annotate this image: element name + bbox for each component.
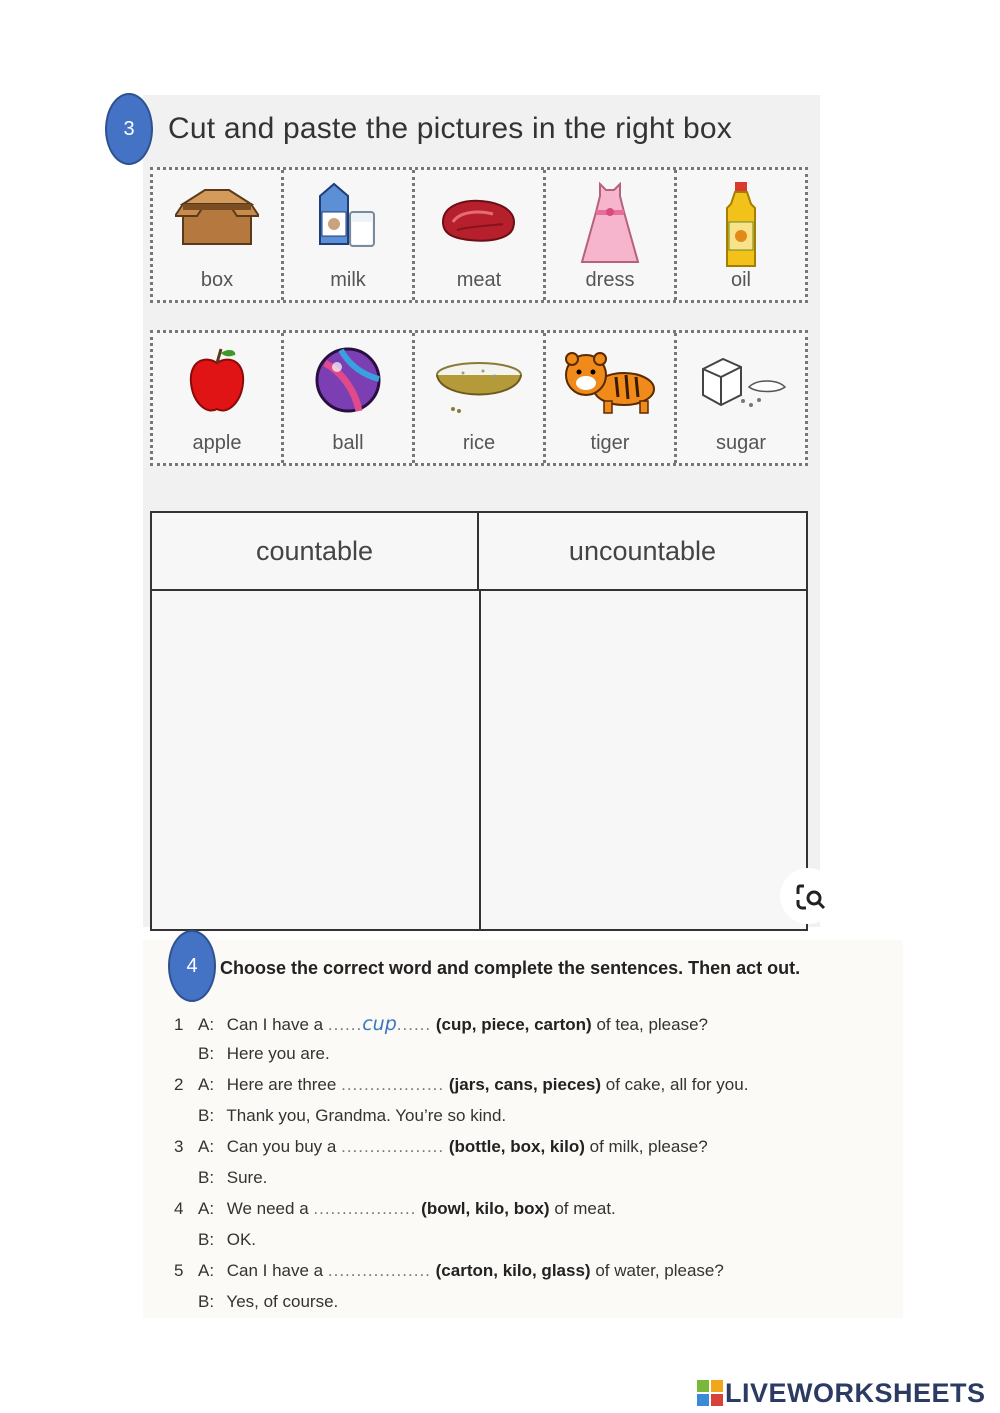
speaker-a: A: (198, 1075, 215, 1094)
sentence-a (174, 1137, 708, 1157)
liveworksheets-logo[interactable] (697, 1376, 986, 1410)
card-label: tiger (590, 432, 630, 454)
exercise-3-title: Cut and paste the pictures in the right box (168, 112, 732, 145)
picture-card[interactable] (284, 333, 415, 463)
sentence-end: of meat. (554, 1199, 616, 1218)
sentence-start: Here are three (226, 1075, 337, 1094)
sentence-end: of tea, please? (596, 1015, 708, 1034)
card-label: box (200, 269, 234, 291)
reply-text: OK. (226, 1230, 257, 1249)
sentence-start: Can I have a (226, 1015, 324, 1034)
meat-icon (437, 182, 521, 254)
picture-cards-row-2 (150, 330, 808, 466)
sentence-end: of cake, all for you. (605, 1075, 749, 1094)
rice-bowl-icon (433, 345, 525, 417)
picture-card[interactable] (153, 333, 284, 463)
sentence-a (174, 1261, 724, 1281)
picture-card[interactable] (546, 333, 677, 463)
oil-bottle-icon (721, 182, 761, 268)
logo-text: LIVEWORKSHEETS (725, 1377, 986, 1408)
exercise-number-badge: 3 (105, 93, 153, 165)
item-number: 4 (174, 1199, 184, 1218)
card-label: sugar (715, 432, 767, 454)
item-number: 2 (174, 1075, 184, 1094)
lens-icon (780, 868, 836, 924)
apple-icon (185, 345, 249, 417)
speaker-a: A: (198, 1261, 215, 1280)
item-number: 1 (174, 1015, 184, 1034)
answer-blank[interactable]: .................. (341, 1075, 445, 1094)
sentence-end: of milk, please? (589, 1137, 708, 1156)
sentence-b (198, 1106, 506, 1126)
speaker-b: B: (198, 1044, 215, 1063)
answer-blank[interactable]: .................. (341, 1137, 445, 1156)
picture-card[interactable] (677, 333, 805, 463)
word-options: (jars, cans, pieces) (448, 1075, 601, 1094)
sorting-table (150, 511, 808, 931)
exercise-4-title: Choose the correct word and complete the sentences. Then act out. (220, 958, 801, 978)
sentence-start: Can I have a (226, 1261, 324, 1280)
card-label: apple (192, 432, 242, 454)
uncountable-header: uncountable (479, 513, 806, 591)
picture-card[interactable] (415, 333, 546, 463)
card-label: milk (330, 269, 366, 291)
word-options: (bowl, kilo, box) (421, 1199, 550, 1218)
speaker-b: B: (198, 1292, 215, 1311)
sentence-end: of water, please? (595, 1261, 724, 1280)
lens-search-button[interactable] (780, 868, 836, 924)
card-label: ball (332, 432, 364, 454)
answer-text: cup (362, 1013, 397, 1035)
sugar-icon (693, 345, 789, 417)
countable-header: countable (152, 513, 479, 591)
speaker-a: A: (198, 1199, 215, 1218)
sentence-b (198, 1044, 330, 1064)
sentence-a (174, 1075, 748, 1095)
ball-icon (313, 345, 383, 415)
sentence-start: Can you buy a (226, 1137, 337, 1156)
card-label: dress (585, 269, 635, 291)
speaker-b: B: (198, 1168, 215, 1187)
speaker-b: B: (198, 1230, 215, 1249)
reply-text: Sure. (226, 1168, 268, 1187)
column-divider (479, 591, 481, 929)
picture-card[interactable] (415, 170, 546, 300)
sentence-b (198, 1230, 256, 1250)
picture-card[interactable] (284, 170, 415, 300)
reply-text: Yes, of course. (226, 1292, 339, 1311)
card-label: meat (456, 269, 502, 291)
exercise-number-badge: 4 (168, 930, 216, 1002)
card-label: rice (462, 432, 496, 454)
sentence-a (174, 1199, 616, 1219)
card-label: oil (730, 269, 751, 291)
reply-text: Here you are. (226, 1044, 330, 1063)
speaker-b: B: (198, 1106, 215, 1125)
word-options: (carton, kilo, glass) (435, 1261, 591, 1280)
picture-card[interactable] (153, 170, 284, 300)
logo-mark-icon (697, 1380, 723, 1406)
reply-text: Thank you, Grandma. You’re so kind. (226, 1106, 507, 1125)
answer-blank[interactable]: .................. (327, 1261, 431, 1280)
sentence-a (174, 1013, 708, 1035)
box-icon (175, 182, 259, 252)
word-options: (cup, piece, carton) (435, 1015, 592, 1034)
speaker-a: A: (198, 1137, 215, 1156)
picture-card[interactable] (546, 170, 677, 300)
sentence-b (198, 1168, 267, 1188)
answer-blank[interactable]: ......cup...... (327, 1013, 432, 1035)
picture-cards-row-1 (150, 167, 808, 303)
sentence-b (198, 1292, 338, 1312)
speaker-a: A: (198, 1015, 215, 1034)
answer-blank[interactable]: .................. (313, 1199, 417, 1218)
sentence-start: We need a (226, 1199, 309, 1218)
milk-icon (312, 182, 384, 254)
dress-icon (578, 182, 642, 266)
item-number: 5 (174, 1261, 184, 1280)
picture-card[interactable] (677, 170, 805, 300)
word-options: (bottle, box, kilo) (448, 1137, 585, 1156)
tiger-icon (560, 345, 660, 417)
item-number: 3 (174, 1137, 184, 1156)
